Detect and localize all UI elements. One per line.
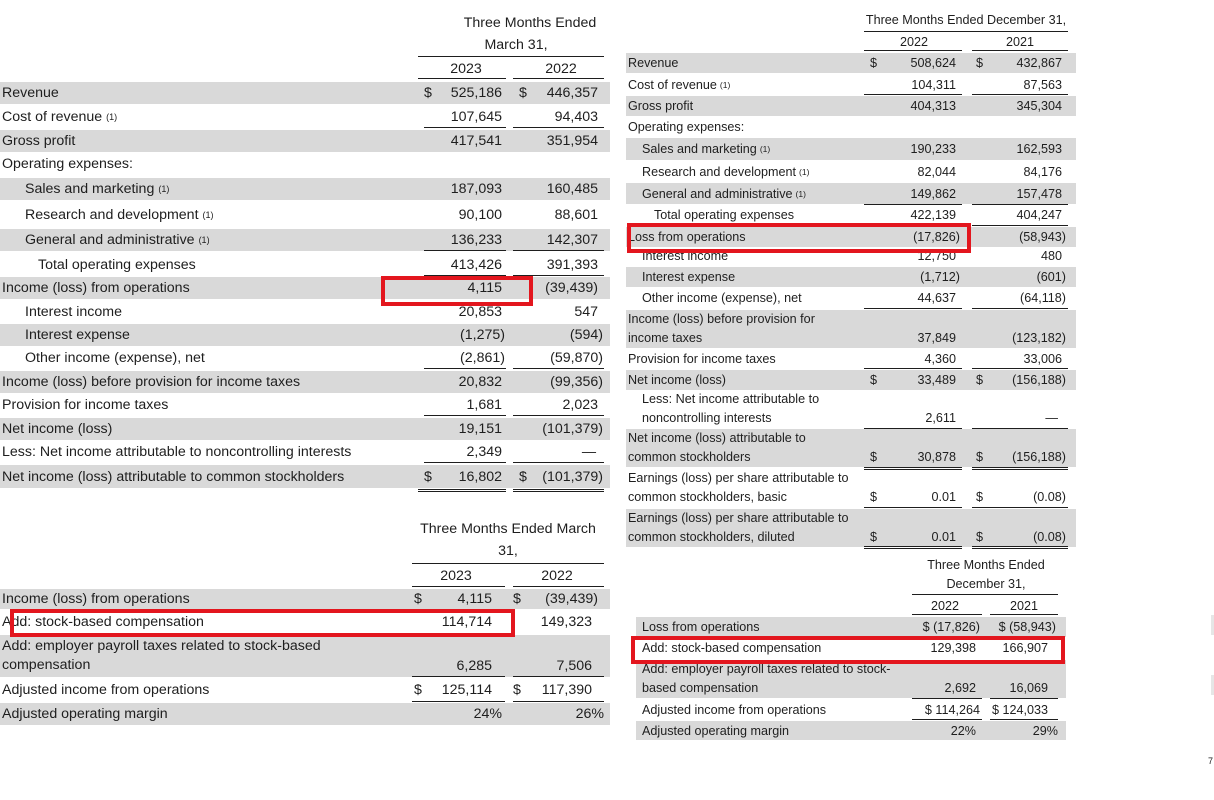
currency-symbol: $ [414, 682, 422, 698]
row-label: Other income (expense), net [642, 291, 802, 305]
value-2022: 88,601 [554, 207, 598, 223]
value-2023: 114,714 [441, 614, 492, 630]
row-label: Less: Net income attributable to noncontrolling interests [642, 392, 820, 425]
value-2023: 6,285 [456, 658, 492, 674]
value-2022: (39,439) [545, 591, 598, 607]
value-2022: (39,439) [545, 280, 598, 296]
col-year-1: 2022 [930, 599, 960, 613]
value-2022: 422,139 [910, 208, 956, 222]
col-year-1: 2023 [440, 568, 472, 584]
value-2022: 12,750 [917, 249, 956, 263]
value-2022: 82,044 [917, 164, 956, 179]
value-2022: 7,506 [556, 658, 592, 674]
currency-symbol: $ [870, 450, 878, 464]
header-period-line2: 31, [498, 543, 518, 559]
row-label: Add: employer payroll taxes related to stock-based compensation [2, 638, 321, 673]
value-2022: (17,826) [913, 230, 960, 244]
value-2023: 417,541 [450, 133, 502, 149]
table-row [0, 441, 610, 463]
page-number: 7 [1208, 756, 1214, 766]
currency-symbol: $ [870, 373, 878, 387]
table-row [0, 178, 610, 200]
currency-symbol: $ [870, 530, 878, 544]
value-2023: 20,832 [458, 374, 502, 390]
value-2023: 136,233 [450, 232, 502, 248]
table-row [0, 153, 610, 175]
table-row [626, 183, 1076, 204]
table-row [636, 660, 1066, 698]
value-2022: $ 114,264 [924, 703, 980, 717]
value-2022: 149,323 [540, 614, 592, 630]
row-label: Operating expenses: [2, 156, 133, 172]
highlight-box [631, 636, 1065, 664]
value-2022: 446,357 [546, 85, 598, 101]
value-2021: (156,188) [1012, 373, 1066, 387]
row-label: Interest income [642, 249, 729, 263]
row-label: Cost of revenue (1) [2, 109, 118, 125]
currency-symbol: $ [513, 591, 521, 607]
value-2021: (58,943) [1019, 230, 1066, 244]
value-2022: 0.01 [931, 530, 956, 544]
table-row [0, 204, 610, 226]
value-2023: 24% [473, 706, 502, 722]
table-row [0, 679, 610, 701]
value-2021: (601) [1036, 270, 1066, 284]
row-label: Net income (loss) attributable to common stockholders [628, 431, 806, 464]
value-2022: 26% [575, 706, 604, 722]
value-2022: — [581, 444, 596, 460]
value-2022: 404,313 [910, 99, 956, 113]
value-2021: 157,478 [1016, 186, 1062, 201]
value-2022: 44,637 [917, 291, 956, 305]
value-2022: 0.01 [931, 490, 956, 504]
table-row [626, 53, 1076, 73]
currency-symbol: $ [870, 490, 878, 504]
income-statement-q1-2023 [0, 0, 610, 500]
col-year-1: 2022 [899, 35, 929, 49]
row-label: Net income (loss) attributable to common stockholders [2, 468, 345, 485]
value-2021: 33,006 [1023, 352, 1062, 366]
value-2022: (594) [569, 327, 603, 343]
value-2023: 2,349 [466, 444, 502, 460]
value-2022: 508,624 [910, 56, 956, 70]
header-period-line2: December 31, [946, 577, 1026, 591]
value-2022: 30,878 [917, 450, 956, 464]
value-2022: 391,393 [546, 257, 598, 273]
value-2021: 29% [1032, 723, 1058, 738]
row-label: Net income (loss) [628, 373, 726, 387]
table-row [636, 700, 1066, 720]
currency-symbol: $ [519, 468, 527, 485]
value-2022: (59,870) [550, 350, 603, 366]
row-label: General and administrative (1) [642, 186, 806, 201]
value-2021: (0.08) [1033, 530, 1066, 544]
table-row [626, 288, 1076, 308]
table-row [626, 429, 1076, 467]
value-2022: 547 [574, 304, 598, 320]
value-2022: 129,398 [930, 641, 976, 655]
row-label: General and administrative (1) [25, 232, 210, 248]
value-2021: 166,907 [1002, 641, 1048, 655]
row-label: Total operating expenses [38, 257, 196, 273]
header-rule [418, 56, 604, 57]
table-row [0, 635, 610, 677]
row-label: Interest expense [25, 327, 130, 343]
value-2021: $ 124,033 [991, 703, 1048, 717]
table-row [626, 310, 1076, 348]
value-2023: 20,853 [458, 304, 502, 320]
table-row [626, 117, 1076, 137]
currency-symbol: $ [976, 530, 984, 544]
table-row [0, 465, 610, 488]
value-2022: 117,390 [541, 682, 592, 698]
value-2021: 84,176 [1023, 164, 1062, 179]
value-2022: 142,307 [546, 232, 598, 248]
value-2022: 33,489 [917, 373, 956, 387]
value-2021: — [1045, 411, 1058, 425]
header-period-line1: Three Months Ended [463, 15, 597, 31]
table-row [0, 418, 610, 440]
row-label: Sales and marketing (1) [25, 181, 170, 197]
value-2022: (99,356) [550, 374, 603, 390]
table-row [626, 205, 1076, 225]
value-2023: 107,645 [450, 109, 502, 125]
value-2021: 404,247 [1016, 208, 1062, 222]
value-2022: 2,611 [925, 411, 956, 425]
non-gaap-reconciliation-q1-2023 [0, 510, 610, 740]
row-label: Revenue [2, 85, 59, 101]
row-label: Cost of revenue (1) [628, 78, 731, 92]
value-2023: 413,426 [450, 257, 502, 273]
table-row [0, 371, 610, 393]
value-2022: 4,360 [924, 352, 956, 366]
row-label: Interest expense [642, 270, 736, 284]
table-row [626, 390, 1076, 428]
value-2021: 16,069 [1009, 681, 1048, 695]
currency-symbol: $ [976, 490, 984, 504]
col-year-2: 2022 [545, 61, 577, 77]
value-2023: 16,802 [458, 468, 502, 485]
table-row [626, 509, 1076, 547]
row-label: Total operating expenses [654, 208, 795, 222]
table-row [626, 349, 1076, 369]
currency-symbol: $ [414, 591, 422, 607]
table-row [0, 589, 610, 609]
value-2022: 351,954 [546, 133, 598, 149]
row-label: Provision for income taxes [2, 397, 169, 413]
row-label: Adjusted income from operations [642, 703, 827, 717]
table-row [0, 324, 610, 346]
year-rule-2 [513, 78, 604, 79]
col-year-2: 2022 [541, 568, 573, 584]
currency-symbol: $ [976, 450, 984, 464]
currency-symbol: $ [870, 56, 878, 70]
header-period: Three Months Ended December 31, [865, 13, 1067, 27]
table-row [636, 721, 1066, 740]
row-label: Research and development (1) [642, 164, 810, 179]
table-row [0, 106, 610, 128]
income-statement-q4-2022 [626, 0, 1076, 550]
row-label: Provision for income taxes [628, 352, 776, 366]
value-2023: 4,115 [467, 280, 502, 296]
value-2022: 94,403 [554, 109, 598, 125]
currency-symbol: $ [976, 56, 984, 70]
value-2022: (101,379) [542, 468, 603, 485]
row-label: Interest income [25, 304, 122, 320]
currency-symbol: $ [424, 85, 432, 101]
row-label: Earnings (loss) per share attributable to common stockholders, basic [628, 471, 849, 504]
value-2023: 187,093 [450, 181, 502, 197]
table-row [636, 617, 1066, 637]
table-row [0, 347, 610, 369]
table-row [0, 229, 610, 251]
row-label: Gross profit [628, 99, 694, 113]
table-row [626, 75, 1076, 95]
table-row [626, 469, 1076, 507]
value-2023: (1,275) [460, 327, 505, 343]
value-2023: 1,681 [466, 397, 502, 413]
value-2023: 525,186 [450, 85, 502, 101]
row-label: Income (loss) before provision for income taxes [2, 374, 301, 390]
row-label: Adjusted operating margin [642, 723, 790, 738]
row-label: Sales and marketing (1) [642, 142, 771, 156]
col-year-2: 2021 [1009, 599, 1039, 613]
value-2023: 125,114 [441, 682, 492, 698]
value-2022: $ (17,826) [922, 620, 980, 634]
row-label: Revenue [628, 56, 679, 70]
row-label: Less: Net income attributable to noncontrolling interests [2, 444, 352, 460]
table-row [0, 703, 610, 725]
row-label: Add: employer payroll taxes related to stock-based compensation [642, 662, 891, 695]
row-label: Income (loss) from operations [2, 280, 190, 296]
col-year-1: 2023 [450, 61, 482, 77]
table-row [0, 130, 610, 152]
row-label: Income (loss) before provision for income taxes [628, 312, 815, 345]
year-rule-1 [418, 78, 506, 79]
value-2021: $ (58,943) [998, 620, 1056, 634]
currency-symbol: $ [976, 373, 984, 387]
value-2021: (64,118) [1020, 291, 1066, 305]
value-2023: (2,861) [460, 350, 505, 366]
value-2022: 2,023 [562, 397, 598, 413]
table-row [626, 267, 1076, 287]
row-label: Net income (loss) [2, 421, 113, 437]
highlight-box [627, 223, 971, 253]
row-label: Adjusted income from operations [2, 682, 210, 698]
row-label: Add: stock-based compensation [2, 614, 204, 630]
value-2022: (1,712) [920, 270, 960, 284]
value-2023: 4,115 [457, 591, 492, 607]
value-2023: 90,100 [458, 207, 502, 223]
value-2022: 22% [950, 723, 976, 738]
header-period-line1: Three Months Ended [927, 558, 1045, 572]
value-2021: (156,188) [1012, 450, 1066, 464]
table-row [0, 394, 610, 416]
table-row [0, 254, 610, 276]
row-label: Research and development (1) [25, 207, 214, 223]
row-label: Gross profit [2, 133, 76, 149]
row-label: Other income (expense), net [25, 350, 205, 366]
value-2022: 37,849 [917, 331, 956, 345]
table-row [626, 96, 1076, 116]
value-2022: 160,485 [546, 181, 598, 197]
table-row [626, 161, 1076, 182]
value-2021: 162,593 [1016, 142, 1062, 156]
table-row [0, 82, 610, 104]
value-2022: 104,311 [911, 78, 956, 92]
row-label: Add: stock-based compensation [642, 641, 822, 655]
value-2021: 87,563 [1023, 78, 1062, 92]
non-gaap-reconciliation-q4-2022 [636, 550, 1066, 750]
highlight-box [10, 609, 515, 637]
value-2021: 480 [1040, 249, 1062, 263]
value-2023: 19,151 [458, 421, 502, 437]
currency-symbol: $ [424, 468, 432, 485]
row-label: Loss from operations [628, 230, 746, 244]
value-2022: 2,692 [944, 681, 976, 695]
currency-symbol: $ [519, 85, 527, 101]
col-year-2: 2021 [1005, 35, 1035, 49]
currency-symbol: $ [513, 682, 521, 698]
value-2022: (101,379) [542, 421, 603, 437]
header-period-line2: March 31, [484, 37, 548, 53]
highlight-box [381, 276, 533, 306]
row-label: Operating expenses: [628, 120, 745, 134]
value-2021: 432,867 [1016, 56, 1062, 70]
value-2021: (0.08) [1033, 490, 1066, 504]
row-label: Loss from operations [642, 620, 760, 634]
value-2022: 190,233 [910, 142, 956, 156]
value-2021: (123,182) [1012, 331, 1066, 345]
row-label: Adjusted operating margin [2, 706, 168, 722]
header-period-line1: Three Months Ended March [420, 521, 596, 537]
value-2022: 149,862 [910, 186, 956, 201]
table-row [626, 370, 1076, 390]
table-row [626, 138, 1076, 160]
row-label: Earnings (loss) per share attributable to common stockholders, diluted [628, 511, 849, 544]
value-2021: 345,304 [1016, 99, 1062, 113]
row-label: Income (loss) from operations [2, 591, 190, 607]
